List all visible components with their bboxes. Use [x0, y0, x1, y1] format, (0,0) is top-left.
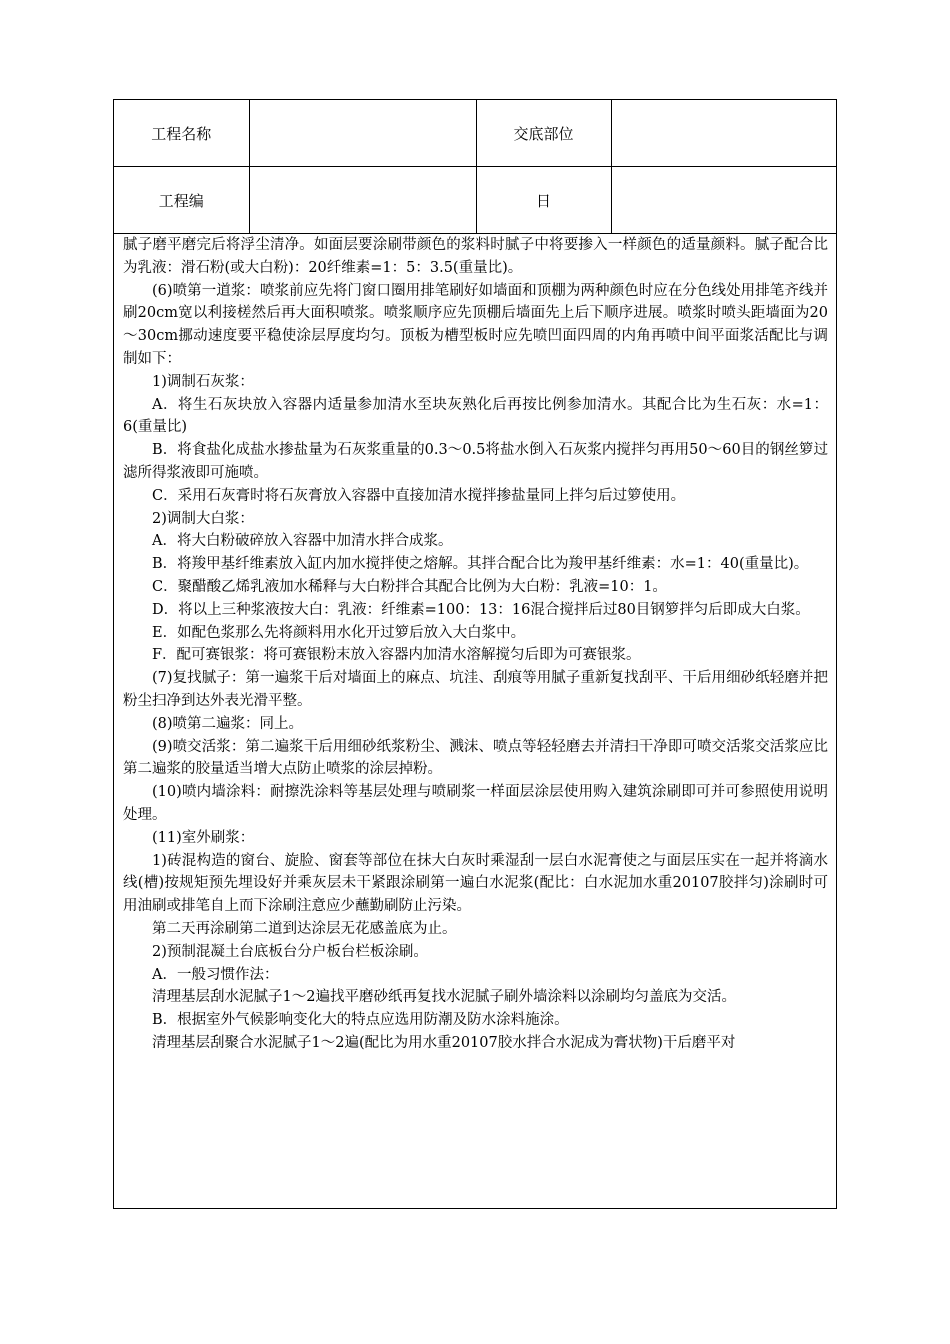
- project-name-label: 工程名称: [114, 100, 249, 167]
- paragraph: (6)喷第一道浆：喷浆前应先将门窗口圈用排笔刷好如墙面和顶棚为两种颜色时应在分色线处用排笔齐线并刷20cm宽以利接槎然后再大面积喷浆。喷浆顺序应先顶棚后墙面先上后下顺序进展。喷浆时喷头距墙面为20～30cm挪动速度要平稳使涂层厚度均匀。顶板为槽型板时应先喷凹面四周的内角再喷中间平面浆活配比与调制如下：: [123, 282, 828, 367]
- paragraph: C．采用石灰膏时将石灰膏放入容器中直接加清水搅拌掺盐量同上拌匀后过箩使用。: [152, 487, 686, 504]
- paragraph: 1)砖混构造的窗台、旋脸、窗套等部位在抹大白灰时乘湿刮一层白水泥膏使之与面层压实在一起并将滴水线(槽)按规矩预先埋设好并乘灰层未干紧跟涂刷第一遍白水泥浆(配比：白水泥加水重20107胶拌匀)涂刷时可用油刷或排笔自上而下涂刷注意应少蘸勤刷防止污染。: [123, 852, 828, 915]
- paragraph: (9)喷交活浆：第二遍浆干后用细砂纸浆粉尘、溅沫、喷点等轻轻磨去并清扫干净即可喷交活浆交活浆应比第二遍浆的胶量适当增大点防止喷浆的涂层掉粉。: [123, 738, 828, 778]
- paragraph: (11)室外刷浆：: [152, 829, 255, 846]
- paragraph: 清理基层刮聚合水泥腻子1～2遍(配比为用水重20107胶水拌合水泥成为膏状物)干后磨平对: [152, 1034, 736, 1051]
- paragraph: 腻子磨平磨完后将浮尘清净。如面层要涂刷带颜色的浆料时腻子中将要掺入一样颜色的适量颜料。腻子配合比为乳液：滑石粉(或大白粉)：20纤维素=1：5：3.5(重量比)。: [123, 237, 828, 276]
- paragraph: 1)调制石灰浆：: [152, 373, 254, 390]
- project-number-value: [249, 167, 476, 234]
- paragraph: B．根据室外气候影响变化大的特点应选用防潮及防水涂料施涂。: [152, 1012, 569, 1029]
- paragraph: (7)复找腻子：第一遍浆干后对墙面上的麻点、坑洼、刮痕等用腻子重新复找刮平、干后用细砂纸轻磨并把粉尘扫净到达外表光滑平整。: [123, 670, 828, 709]
- project-name-value: [249, 100, 476, 167]
- disclosure-part-label: 交底部位: [476, 100, 611, 167]
- paragraph: 2)调制大白浆：: [152, 510, 254, 527]
- paragraph: D．将以上三种浆液按大白：乳液：纤维素=100：13：16混合搅拌后过80目钢箩拌匀后即成大白浆。: [152, 601, 810, 618]
- header-row-2: [114, 167, 836, 234]
- paragraph: 清理基层刮水泥腻子1～2遍找平磨砂纸再复找水泥腻子刷外墙涂料以涂刷均匀盖底为交活。: [152, 989, 736, 1006]
- paragraph: 2)预制混凝土台底板台分户板台栏板涂刷。: [152, 943, 428, 960]
- header-table: [114, 100, 836, 234]
- paragraph: A．将大白粉破碎放入容器中加清水拌合成浆。: [152, 533, 453, 550]
- paragraph: (10)喷内墙涂料：耐擦洗涂料等基层处理与喷刷浆一样面层涂层使用购入建筑涂刷即可并可参照使用说明处理。: [123, 784, 828, 823]
- paragraph: B．将食盐化成盐水掺盐量为石灰浆重量的0.3～0.5将盐水倒入石灰浆内搅拌匀再用50～60目的钢丝箩过滤所得浆液即可施喷。: [123, 442, 828, 481]
- paragraph: E．如配色浆那么先将颜料用水化开过箩后放入大白浆中。: [152, 624, 526, 641]
- paragraph: A．将生石灰块放入容器内适量参加清水至块灰熟化后再按比例参加清水。其配合比为生石灰：水=1：6(重量比): [123, 396, 828, 436]
- paragraph: 第二天再涂刷第二道到达涂层无花感盖底为止。: [152, 920, 457, 937]
- project-number-label: 工程编: [114, 167, 249, 234]
- paragraph: C．聚醋酸乙烯乳液加水稀释与大白粉拌合其配合比例为大白粉：乳液=10：1。: [152, 578, 667, 595]
- date-label: 日: [476, 167, 611, 234]
- date-value: [611, 167, 836, 234]
- paragraph: (8)喷第二遍浆：同上。: [152, 715, 304, 732]
- header-row-1: [114, 100, 836, 167]
- paragraph: F．配可赛银浆：将可赛银粉末放入容器内加清水溶解搅匀后即为可赛银浆。: [152, 647, 641, 664]
- document-frame: [113, 99, 837, 1209]
- paragraph: B．将羧甲基纤维素放入缸内加水搅拌使之熔解。其拌合配合比为羧甲基纤维素：水=1：40(重量比)。: [152, 556, 809, 573]
- disclosure-part-value: [611, 100, 836, 167]
- body-text: [123, 234, 828, 1055]
- paragraph: A．一般习惯作法：: [152, 966, 279, 983]
